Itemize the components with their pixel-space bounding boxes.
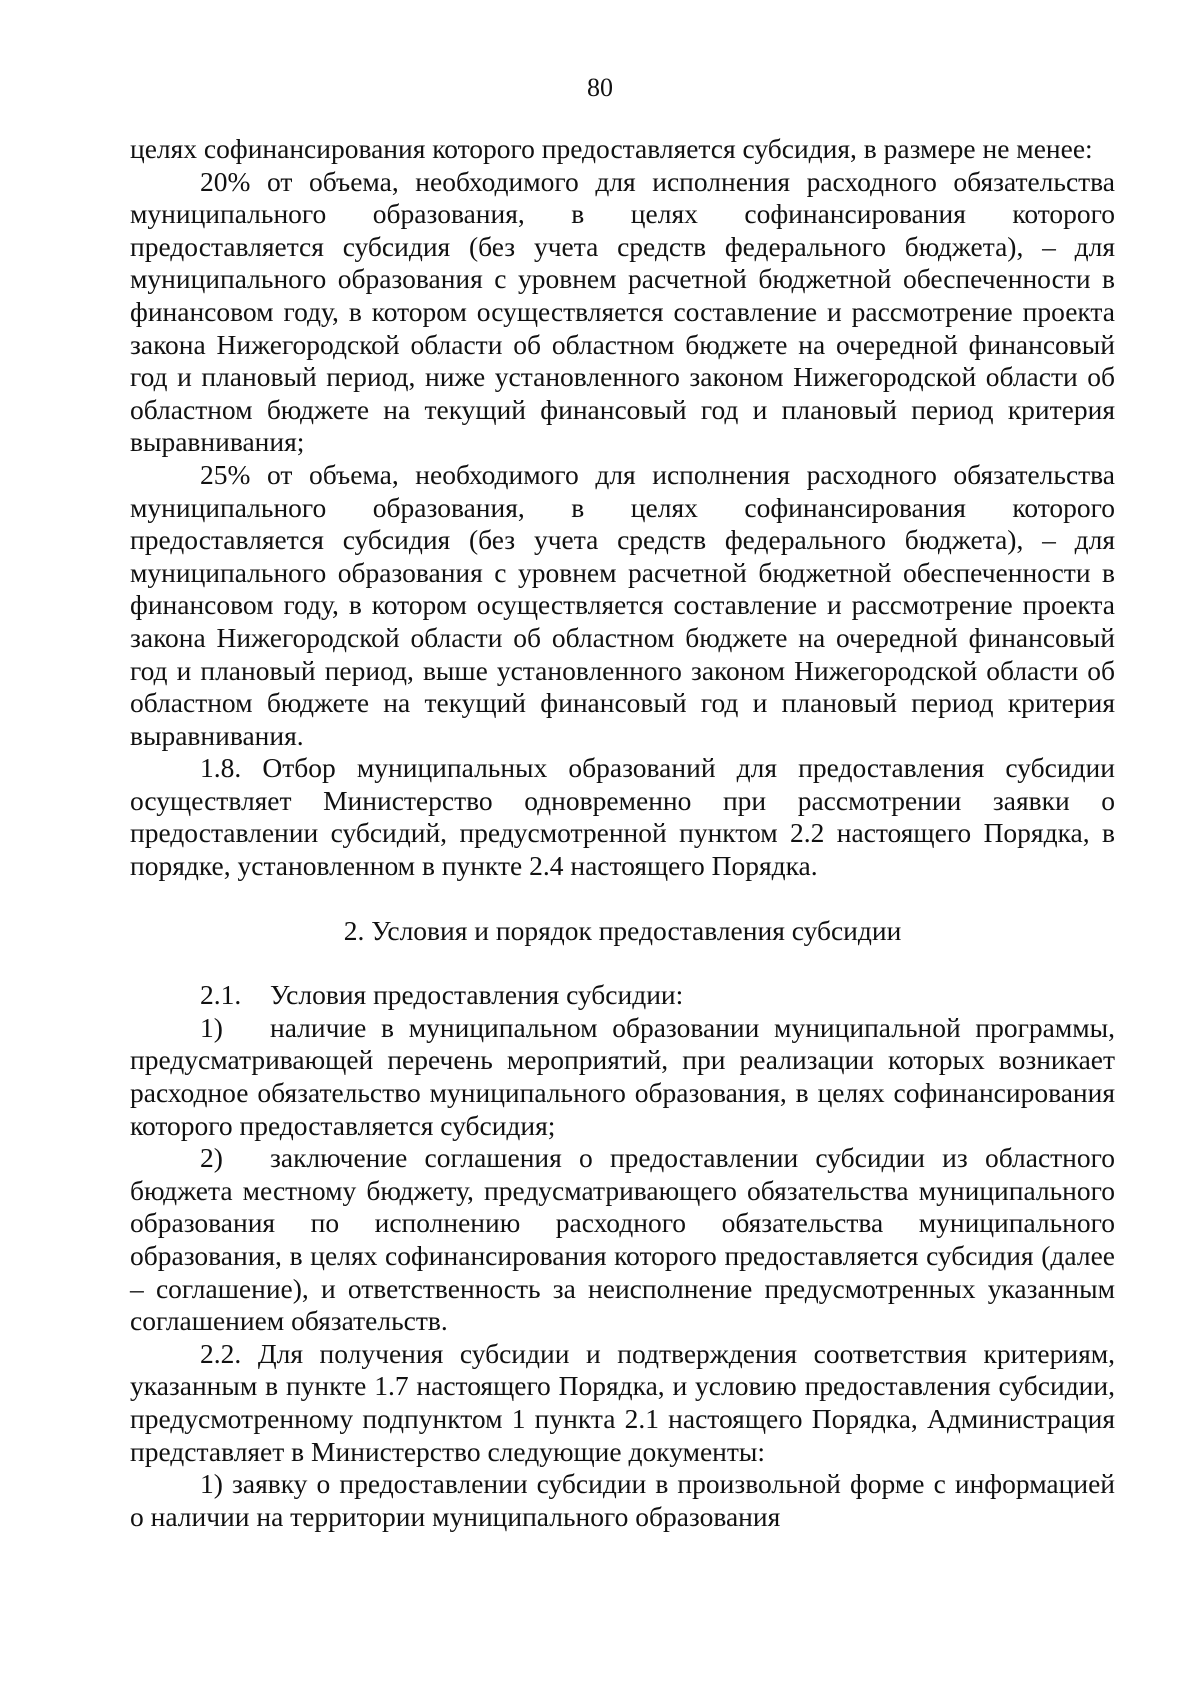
paragraph-2-2: 2.2. Для получения субсидии и подтверждения соответствия критериям, указанным в пункте 1.7 настоящего Порядка, и условию предоставления субсидии, предусмотренному подпунктом 1 пункта 2.1 настоящего Порядка, Администрация представляет в Министерство следующие документы:: [130, 1337, 1115, 1467]
paragraph-25-percent: 25% от объема, необходимого для исполнения расходного обязательства муниципального образования, в целях софинансирования которого предоставляется субсидия (без учета средств федерального бюджета), – для муниципального образования с уровнем расчетной бюджетной обеспеченности в финансовом году, в котором осуществляется составление и рассмотрение проекта закона Нижегородской области об областном бюджете на очередной финансовый год и плановый период, выше установленного законом Нижегородской области об областном бюджете на текущий финансовый год и плановый период критерия выравнивания.: [130, 458, 1115, 751]
list-item-2: [130, 1142, 1115, 1338]
paragraph-continuation: целях софинансирования которого предоставляется субсидия, в размере не менее:: [130, 133, 1093, 164]
item-number: 1): [200, 1011, 223, 1043]
paragraph-20-percent: 20% от объема, необходимого для исполнения расходного обязательства муниципального образования, в целях софинансирования которого предоставляется субсидия (без учета средств федерального бюджета), – для муниципального образования с уровнем расчетной бюджетной обеспеченности в финансовом году, в котором осуществляется составление и рассмотрение проекта закона Нижегородской области об областном бюджете на очередной финансовый год и плановый период, ниже установленного законом Нижегородской области об областном бюджете на текущий финансовый год и плановый период критерия выравнивания;: [130, 165, 1115, 458]
item-text: Условия предоставления субсидии:: [270, 979, 684, 1011]
item-text: заключение соглашения о предоставлении субсидии из областного бюджета местному бюджету, предусматривающего обязательства муниципального образования по исполнению расходного обязательства муниципального образования, в целях софинансирования которого предоставляется субсидия (далее – соглашение), и ответственность за неисполнение предусмотренных указанным соглашением обязательств.: [130, 1142, 1115, 1337]
page-number: 80: [587, 73, 613, 102]
item-number: 2.1.: [200, 979, 242, 1011]
paragraph-1-8: 1.8. Отбор муниципальных образований для предоставления субсидии осуществляет Министерство одновременно при рассмотрении заявки о предоставлении субсидий, предусмотренной пунктом 2.2 настоящего Порядка, в порядке, установленном в пункте 2.4 настоящего Порядка.: [130, 752, 1115, 882]
paragraph-2-2-item-1: 1) заявку о предоставлении субсидии в произвольной форме с информацией о наличии на территории муниципального образования: [130, 1468, 1115, 1532]
item-text: наличие в муниципальном образовании муниципальной программы, предусматривающей перечень мероприятий, при реализации которых возникает расходное обязательство муниципального образования, в целях софинансирования которого предоставляется субсидия;: [130, 1011, 1115, 1141]
item-number: 2): [200, 1142, 223, 1174]
section-heading: 2. Условия и порядок предоставления субсидии: [343, 914, 902, 946]
document-body: [130, 133, 1115, 1533]
list-item-1: [130, 1012, 1115, 1142]
paragraph-2-1: [130, 979, 1115, 1012]
